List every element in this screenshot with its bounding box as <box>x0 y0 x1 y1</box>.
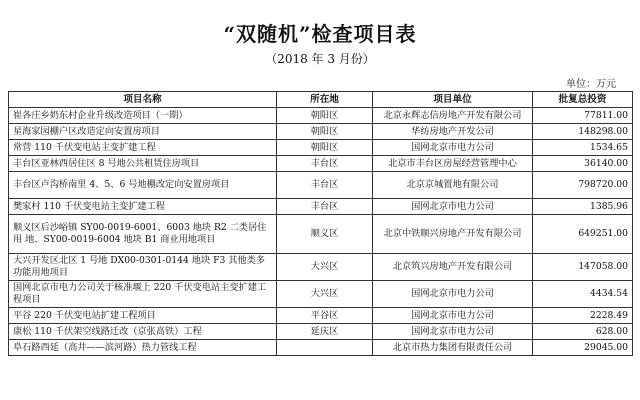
table-row <box>9 340 633 356</box>
cell-project-name: 顺义区后沙峪镇 SY00-0019-6001、6003 地块 R2 二类居住用 地、SY00-0019-6004 地块 B1 商业用地项目 <box>9 215 277 254</box>
cell-project-name: 星海家园棚户区改造定向安置房项目 <box>9 124 277 140</box>
cell-unit: 北京京城置地有限公司 <box>373 172 533 199</box>
cell-location: 顺义区 <box>277 215 373 254</box>
project-table <box>8 91 633 356</box>
cell-project-name: 丰台区亚林西居住区 8 号地公共租赁住房项目 <box>9 156 277 172</box>
cell-project-name: 阜石路西延（高井——滨河路）热力管线工程 <box>9 340 277 356</box>
column-header-name: 项目名称 <box>9 92 277 108</box>
cell-investment: 77811.00 <box>533 108 633 124</box>
cell-location: 丰台区 <box>277 156 373 172</box>
cell-location: 平谷区 <box>277 308 373 324</box>
cell-investment: 36140.00 <box>533 156 633 172</box>
cell-location: 朝阳区 <box>277 124 373 140</box>
cell-unit: 北京永辉志信房地产开发有限公司 <box>373 108 533 124</box>
cell-unit: 国网北京市电力公司 <box>373 308 533 324</box>
table-row <box>9 124 633 140</box>
cell-location: 大兴区 <box>277 281 373 308</box>
cell-unit: 北京筑兴房地产开发有限公司 <box>373 254 533 281</box>
table-row <box>9 215 633 254</box>
table-row <box>9 324 633 340</box>
cell-project-name: 樊家村 110 千伏变电站主变扩建工程 <box>9 199 277 215</box>
cell-project-name: 崔各庄乡奶东村企业升级改造项目（一期） <box>9 108 277 124</box>
cell-unit: 华纺房地产开发公司 <box>373 124 533 140</box>
cell-investment: 29045.00 <box>533 340 633 356</box>
cell-unit: 北京市热力集团有限责任公司 <box>373 340 533 356</box>
column-header-location: 所在地 <box>277 92 373 108</box>
cell-location: 延庆区 <box>277 324 373 340</box>
cell-unit: 国网北京市电力公司 <box>373 140 533 156</box>
cell-location: 朝阳区 <box>277 108 373 124</box>
cell-investment: 147058.00 <box>533 254 633 281</box>
cell-investment: 148298.00 <box>533 124 633 140</box>
table-row <box>9 140 633 156</box>
cell-unit: 国网北京市电力公司 <box>373 281 533 308</box>
cell-investment: 649251.00 <box>533 215 633 254</box>
cell-unit: 国网北京市电力公司 <box>373 199 533 215</box>
page-title: “双随机”检查项目表 <box>223 22 417 46</box>
cell-project-name: 丰台区卢沟桥南里 4、5、6 号地棚改定向安置房项目 <box>9 172 277 199</box>
table-header-row <box>9 92 633 108</box>
page-subtitle: （2018 年 3 月份） <box>265 52 375 66</box>
cell-location: 丰台区 <box>277 172 373 199</box>
cell-investment: 628.00 <box>533 324 633 340</box>
unit-note: 单位：万元 <box>566 79 616 90</box>
cell-project-name: 平谷 220 千伏变电站扩建工程项目 <box>9 308 277 324</box>
cell-project-name: 康松 110 千伏架空线路迁改（京张高铁）工程 <box>9 324 277 340</box>
column-header-investment: 批复总投资 <box>533 92 633 108</box>
cell-unit: 国网北京市电力公司 <box>373 324 533 340</box>
cell-project-name: 常营 110 千伏变电站主变扩建工程 <box>9 140 277 156</box>
table-row <box>9 108 633 124</box>
cell-location: 朝阳区 <box>277 140 373 156</box>
table-row <box>9 199 633 215</box>
table-row <box>9 281 633 308</box>
cell-location: 丰台区 <box>277 199 373 215</box>
cell-investment: 798720.00 <box>533 172 633 199</box>
column-header-unit: 项目单位 <box>373 92 533 108</box>
table-row <box>9 156 633 172</box>
cell-investment: 1385.96 <box>533 199 633 215</box>
cell-investment: 2228.49 <box>533 308 633 324</box>
table-row <box>9 254 633 281</box>
cell-investment: 4434.54 <box>533 281 633 308</box>
table-row <box>9 172 633 199</box>
cell-location: 大兴区 <box>277 254 373 281</box>
cell-project-name: 大兴开发区北区 1 号地 DX00-0301-0144 地块 F3 其他类多功能用地项目 <box>9 254 277 281</box>
cell-unit: 北京中铁顺兴房地产开发有限公司 <box>373 215 533 254</box>
cell-project-name: 国网北京市电力公司关于核准堰上 220 千伏变电站主变扩建工程项目 <box>9 281 277 308</box>
table-row <box>9 308 633 324</box>
cell-investment: 1534.65 <box>533 140 633 156</box>
cell-unit: 北京市丰台区房屋经营管理中心 <box>373 156 533 172</box>
cell-location <box>277 340 373 356</box>
